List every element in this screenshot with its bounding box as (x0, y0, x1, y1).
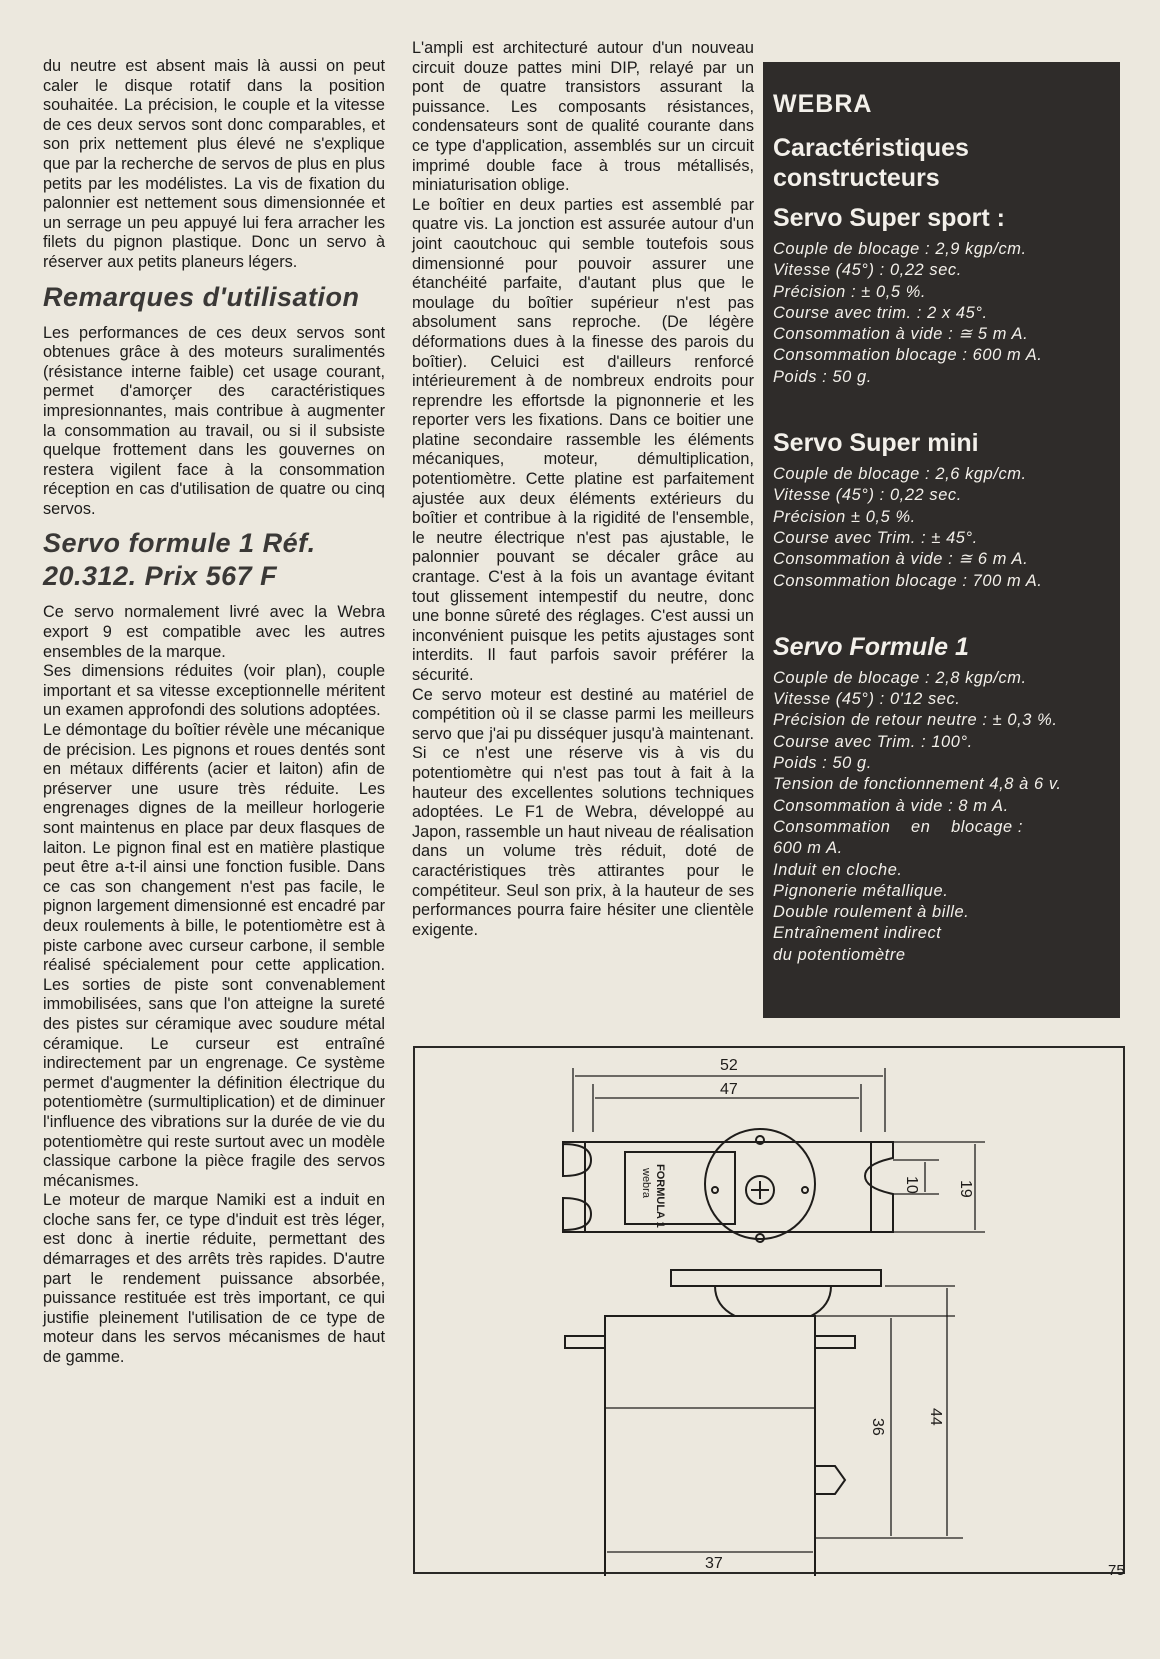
label-model: FORMULA 1 (654, 1164, 666, 1228)
heading-remarques: Remarques d'utilisation (43, 281, 360, 312)
paragraph: Le démontage du boîtier révèle une mécanique de précision. Les pignons et roues dentés sont en métaux différents (acier et laiton) afin de préserver une usure très réduite. Les engrenages dignes de la meilleur horlogerie sont maintenus en place par deux flasques de laiton. Le pignon final est en matière plastique peut être a-t-il ainsi une fonction fusible. Dans ce cas son changement n'est pas facile, le pignon largement dimensionné est encadré par deux roulements à bille, le potentiomètre est à piste carbone avec curseur carbone, il semble réalisé spécialement pour cette application. Les sorties de piste sont convenablement immobilisées, sans que l'on atteigne la sureté des pistes sur céramique avec soudure métal céramique. Le curseur est entraîné indirectement par un engrenage. Ce système permet d'augmenter la définition électrique du potentiomètre (surmultiplication) et de diminuer l'influence des vibrations sur la durée de vie du potentiomètre qui reste surtout avec un modèle classique carbone la pièce fragile des servos mécanismes. (43, 721, 385, 1190)
spec-item: Vitesse (45°) : 0,22 sec. (773, 261, 962, 280)
dim-body-height: 36 (869, 1418, 886, 1436)
spec-section-title: Servo Formule 1 (773, 632, 969, 661)
spec-list (773, 464, 1120, 592)
servo-top-view-outline (585, 1142, 871, 1232)
spec-item: Précision de retour neutre : ± 0,3 %. (773, 711, 1058, 730)
heading-servo-formule-1: Servo formule 1 Réf. 20.312. Prix 567 F (43, 528, 316, 592)
article-column-middle (412, 39, 754, 940)
label-brand: webra (640, 1168, 652, 1198)
spec-item: Induit en cloche. (773, 860, 903, 879)
paragraph: Ses dimensions réduites (voir plan), couple important et sa vitesse exceptionnelle méritent un examen approfondi des solutions adoptées. (43, 662, 385, 720)
spec-item: Course avec Trim. : 100°. (773, 732, 973, 751)
spec-item: Couple de blocage : 2,9 kgp/cm. (773, 240, 1027, 258)
cable-exit (815, 1466, 845, 1494)
mounting-ear-left-top (563, 1142, 591, 1176)
spec-item: Course avec Trim. : ± 45°. (773, 528, 978, 547)
paragraph: Ce servo normalement livré avec la Webra export 9 est compatible avec les autres ensembles de la marque. (43, 603, 385, 661)
spec-section-title: Servo Super sport : (773, 204, 1005, 232)
middle-paragraphs (412, 39, 754, 940)
spec-item: Pignonerie métallique. (773, 881, 949, 900)
dim-overall-width: 52 (720, 1057, 738, 1074)
page-number: 75 (1108, 1562, 1125, 1579)
remarks-paragraphs (43, 324, 385, 520)
section-gap (773, 388, 1120, 428)
spec-item: Couple de blocage : 2,8 kgp/cm. (773, 668, 1027, 687)
spec-item: Poids : 50 g. (773, 367, 872, 386)
output-arm-side (671, 1270, 881, 1286)
spec-item: 600 m A. (773, 839, 843, 858)
dim-total-height: 44 (927, 1408, 944, 1426)
specs-brand: WEBRA (773, 90, 873, 118)
spec-list (773, 239, 1120, 388)
spec-item: Poids : 50 g. (773, 754, 872, 773)
spec-sections (773, 203, 1120, 966)
intro-paragraphs (43, 57, 385, 273)
spec-item: Consommation blocage : 700 m A. (773, 571, 1043, 590)
spec-item: Entraînement indirect (773, 924, 942, 943)
servo-drawing (413, 1046, 1125, 1574)
section-gap (773, 592, 1120, 632)
mounting-ear-left-bottom (563, 1198, 591, 1232)
paragraph: Les performances de ces deux servos sont obtenues grâce à des moteurs suralimentés (résistance interne faible) cet usage courant, permet d'amorçer des caractéristiques impresionnantes, mais contribue à augmenter la consommation au travail, ou si il subsiste quelque frottement dans les gouvernes on restera vigilent face à la consommation réception en cas d'utilisation de quatre ou cinq servos. (43, 323, 385, 518)
paragraph: Ce servo moteur est destiné au matériel de compétition où il se classe parmi les meilleurs servo que j'ai pu disséquer jusqu'à maintenant. Si ce n'est une réserve vis à vis du potentiomètre qui n'est pas tout à fait à la hauteur des excellentes solutions techniques adoptées. Le F1 de Webra, développé au Japon, rassemble un haut niveau de réalisation dans un volume très réduit, doté de caractéristiques très attirantes pour le compétiteur. Seul son prix, à la hauteur de ses performances pourra faire hésiter une clientèle exigente. (412, 685, 754, 939)
dim-hole-spacing: 47 (720, 1081, 738, 1098)
dim-bottom-width: 37 (705, 1555, 723, 1572)
paragraph: Le boîtier en deux parties est assemblé par quatre vis. La jonction est assurée autour d'un joint caoutchouc qui semble toutefois sous dimensionné pour pouvoir assurer une étanchéité parfaite, d'autant plus que le moulage du boîtier supérieur n'est pas absolument sans reproche. (De légère déformations dues à la finesse des parois du boîtier). Celuici est d'ailleurs renforcé intérieurement à de nombreux endroits pour reprendre les effortsde la pignonnerie et les reporter vers les fixations. Dans ce boitier une platine secondaire rassemble les éléments mécaniques, moteur, démultiplication, potentiomètre. Cette platine est parfaitement ajustée aux deux éléments extérieurs du boîtier et contribue à la rigidité de l'ensemble, le neutre électrique n'est pas ajustable, le palonnier pouvant se décaler grâce au crantage. C'est à la fois un avantage évitant tout glissement intempestif du neutre, donc une bonne sûreté des réglages. C'est aussi un inconvénient puisque les petits ajustages sont interdits. Il faut parfois savoir préférer la sécurité. (412, 195, 754, 684)
dim-body-width: 19 (957, 1180, 974, 1198)
article-column-left (43, 57, 385, 1368)
paragraph: L'ampli est architecturé autour d'un nouveau circuit douze pattes mini DIP, relayé par un pont de quatre transistors assurant la puissance. Les composants résistances, condensateurs sont de qualité courante dans ce type d'application, assemblés sur un circuit imprimé double face à trous métallisés, miniaturisation oblige. (412, 39, 754, 195)
spec-item: Vitesse (45°) : 0'12 sec. (773, 690, 961, 709)
spec-item: Tension de fonctionnement 4,8 à 6 v. (773, 775, 1062, 794)
spec-item: Double roulement à bille. (773, 903, 970, 922)
spec-item: Consommation à vide : ≅ 6 m A. (773, 550, 1029, 569)
spec-item: Précision ± 0,5 %. (773, 507, 916, 526)
spec-item: Consommation à vide : 8 m A. (773, 796, 1009, 815)
servo-body-side (605, 1316, 815, 1576)
spec-item: Consommation en blocage : (773, 817, 1024, 836)
spec-item: du potentiomètre (773, 945, 906, 964)
spec-item: Vitesse (45°) : 0,22 sec. (773, 486, 962, 505)
spec-section-title: Servo Super mini (773, 429, 979, 458)
formule-paragraphs (43, 603, 385, 1367)
spec-item: Précision : ± 0,5 %. (773, 282, 927, 301)
paragraph: Le moteur de marque Namiki est a induit en cloche sans fer, ce type d'induit est très léger, est donc à inertie réduite, permettant des démarrages et des arrêts très rapides. D'autre part le rendement puissance absorbée, puissance restituée est très important, ce qui justifie pleinement l'utilisation de ce type de moteur dans les servos mécanismes de haut de gamme. (43, 1191, 385, 1367)
output-hub-side (715, 1286, 831, 1316)
spec-list (773, 668, 1120, 966)
spec-item: Consommation blocage : 600 m A. (773, 346, 1043, 365)
servo-drawing-svg (415, 1048, 1127, 1576)
dim-slot: 10 (903, 1176, 920, 1194)
spec-item: Course avec trim. : 2 x 45°. (773, 303, 988, 322)
spec-item: Couple de blocage : 2,6 kgp/cm. (773, 465, 1027, 484)
specs-box (763, 62, 1120, 1018)
spec-item: Consommation à vide : ≅ 5 m A. (773, 325, 1029, 344)
paragraph: du neutre est absent mais là aussi on peut caler le disque rotatif dans la position souhaitée. La précision, le couple et la vitesse de ces deux servos sont donc comparables, et son prix nettement plus élevé ne s'explique que par la recherche de servos de plus en plus petits par les modélistes. La vis de fixation du palonnier est nettement sous dimensionnée et un serrage un peu appuyé lui fera arracher les filets du pignon plastique. Donc un servo à réserver aux petits planeurs légers. (43, 57, 385, 271)
specs-title: Caractéristiques constructeurs (773, 134, 969, 192)
mounting-ear-right (865, 1142, 893, 1232)
